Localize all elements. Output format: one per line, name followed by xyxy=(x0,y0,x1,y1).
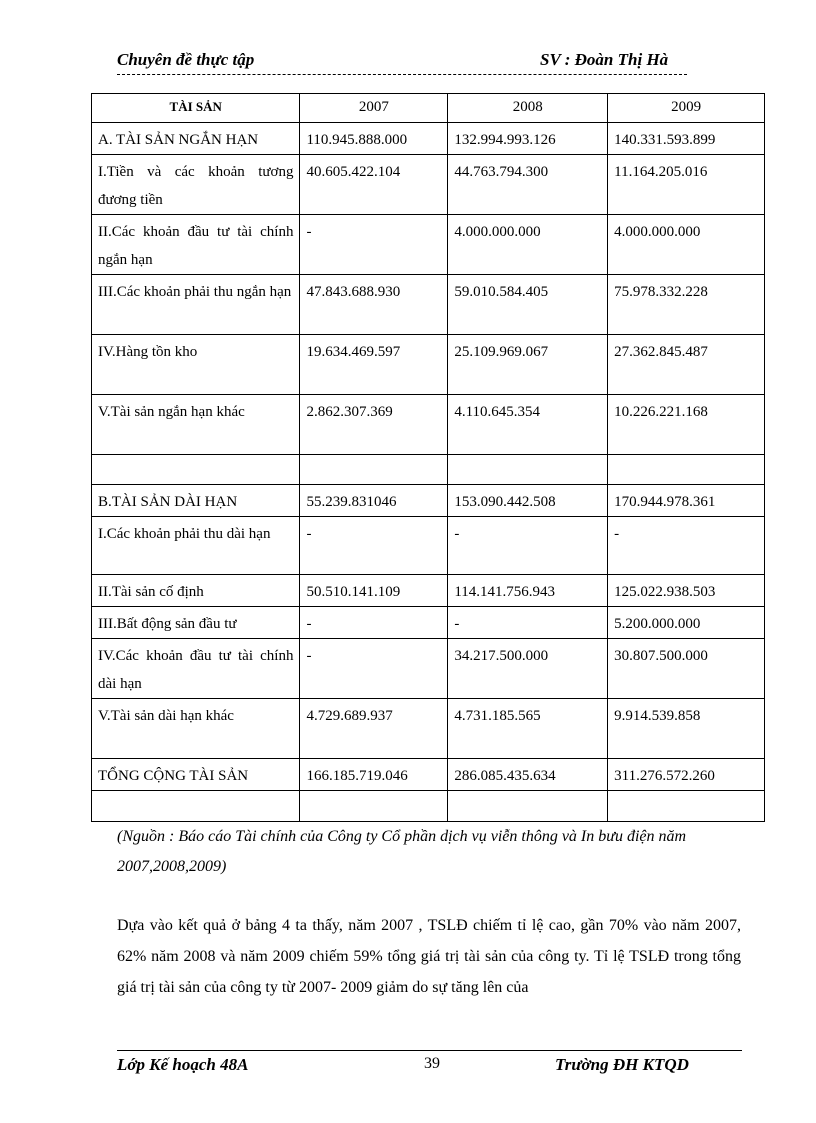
header-student-name: SV : Đoàn Thị Hà xyxy=(540,50,669,69)
value-2009-cell xyxy=(608,791,765,822)
column-header-2007: 2007 xyxy=(300,94,448,123)
value-2007-cell: 55.239.831046 xyxy=(300,485,448,517)
footer-class: Lớp Kế hoạch 48A xyxy=(117,1055,249,1074)
value-2009-cell: 4.000.000.000 xyxy=(608,215,765,275)
table-row xyxy=(92,335,765,395)
value-2007-cell: 166.185.719.046 xyxy=(300,759,448,791)
column-header-2009: 2009 xyxy=(608,94,765,123)
table-row xyxy=(92,395,765,455)
asset-label-cell: I.Tiền và các khoản tương đương tiền xyxy=(92,155,300,215)
value-2008-cell: 44.763.794.300 xyxy=(448,155,608,215)
page-number: 39 xyxy=(424,1055,440,1072)
header-divider xyxy=(117,74,687,75)
asset-label-cell: IV.Hàng tồn kho xyxy=(92,335,300,395)
source-note: (Nguồn : Báo cáo Tài chính của Công ty Cổ phần dịch vụ viễn thông và In bưu điện năm 2007,2008,2009) xyxy=(117,828,687,875)
asset-label-cell: III.Bất động sản đầu tư xyxy=(92,607,300,639)
table-row xyxy=(92,575,765,607)
table-row xyxy=(92,123,765,155)
value-2009-cell: 140.331.593.899 xyxy=(608,123,765,155)
table-row xyxy=(92,455,765,485)
value-2008-cell: 114.141.756.943 xyxy=(448,575,608,607)
value-2007-cell xyxy=(300,455,448,485)
footer-divider xyxy=(117,1050,742,1051)
value-2008-cell: 4.000.000.000 xyxy=(448,215,608,275)
value-2008-cell xyxy=(448,791,608,822)
value-2009-cell: 75.978.332.228 xyxy=(608,275,765,335)
value-2009-cell xyxy=(608,455,765,485)
value-2007-cell: 19.634.469.597 xyxy=(300,335,448,395)
table-row xyxy=(92,639,765,699)
table-row xyxy=(92,155,765,215)
value-2008-cell: 4.110.645.354 xyxy=(448,395,608,455)
value-2007-cell: 2.862.307.369 xyxy=(300,395,448,455)
value-2009-cell: 27.362.845.487 xyxy=(608,335,765,395)
value-2009-cell: 9.914.539.858 xyxy=(608,699,765,759)
asset-label-cell: V.Tài sản ngắn hạn khác xyxy=(92,395,300,455)
value-2007-cell: 50.510.141.109 xyxy=(300,575,448,607)
value-2007-cell: - xyxy=(300,639,448,699)
table-row xyxy=(92,485,765,517)
value-2009-cell: - xyxy=(608,517,765,575)
asset-label-cell: II.Tài sản cố định xyxy=(92,575,300,607)
value-2008-cell: 59.010.584.405 xyxy=(448,275,608,335)
value-2008-cell: 4.731.185.565 xyxy=(448,699,608,759)
asset-label-cell xyxy=(92,455,300,485)
table-row xyxy=(92,699,765,759)
asset-label-cell: TỔNG CỘNG TÀI SẢN xyxy=(92,759,300,791)
asset-label-cell: A. TÀI SẢN NGẮN HẠN xyxy=(92,123,300,155)
asset-label-cell: V.Tài sản dài hạn khác xyxy=(92,699,300,759)
value-2009-cell: 170.944.978.361 xyxy=(608,485,765,517)
table-row xyxy=(92,215,765,275)
header-course-title: Chuyên đề thực tập xyxy=(117,50,255,69)
footer-university: Trường ĐH KTQD xyxy=(555,1055,689,1074)
value-2009-cell: 5.200.000.000 xyxy=(608,607,765,639)
table-row xyxy=(92,517,765,575)
table-row xyxy=(92,607,765,639)
value-2009-cell: 10.226.221.168 xyxy=(608,395,765,455)
value-2008-cell xyxy=(448,455,608,485)
value-2009-cell: 125.022.938.503 xyxy=(608,575,765,607)
value-2008-cell: 34.217.500.000 xyxy=(448,639,608,699)
value-2008-cell: - xyxy=(448,607,608,639)
value-2007-cell: 4.729.689.937 xyxy=(300,699,448,759)
table-row xyxy=(92,275,765,335)
table-row xyxy=(92,791,765,822)
body-paragraph: Dựa vào kết quả ở bảng 4 ta thấy, năm 2007 , TSLĐ chiếm tỉ lệ cao, gần 70% vào năm 2007, 62% năm 2008 và năm 2009 chiếm 59% tổng giá trị tài sản của công ty. Tỉ lệ TSLĐ trong tổng giá trị tài sản của công ty từ 2007- 2009 giảm do sự tăng lên của xyxy=(117,917,741,996)
value-2009-cell: 30.807.500.000 xyxy=(608,639,765,699)
column-header-asset: TÀI SẢN xyxy=(92,94,300,123)
asset-label-cell: III.Các khoản phải thu ngắn hạn xyxy=(92,275,300,335)
value-2009-cell: 311.276.572.260 xyxy=(608,759,765,791)
assets-table xyxy=(91,93,765,822)
value-2007-cell: - xyxy=(300,607,448,639)
value-2008-cell: 132.994.993.126 xyxy=(448,123,608,155)
asset-label-cell xyxy=(92,791,300,822)
value-2009-cell: 11.164.205.016 xyxy=(608,155,765,215)
value-2008-cell: 25.109.969.067 xyxy=(448,335,608,395)
asset-label-cell: II.Các khoản đầu tư tài chính ngắn hạn xyxy=(92,215,300,275)
value-2007-cell: 47.843.688.930 xyxy=(300,275,448,335)
asset-label-cell: B.TÀI SẢN DÀI HẠN xyxy=(92,485,300,517)
value-2008-cell: - xyxy=(448,517,608,575)
value-2007-cell: - xyxy=(300,215,448,275)
table-header-row xyxy=(92,94,765,123)
value-2008-cell: 286.085.435.634 xyxy=(448,759,608,791)
asset-label-cell: IV.Các khoản đầu tư tài chính dài hạn xyxy=(92,639,300,699)
value-2008-cell: 153.090.442.508 xyxy=(448,485,608,517)
column-header-2008: 2008 xyxy=(448,94,608,123)
value-2007-cell xyxy=(300,791,448,822)
asset-label-cell: I.Các khoản phải thu dài hạn xyxy=(92,517,300,575)
value-2007-cell: 110.945.888.000 xyxy=(300,123,448,155)
table-row xyxy=(92,759,765,791)
table-body xyxy=(92,123,765,822)
value-2007-cell: - xyxy=(300,517,448,575)
value-2007-cell: 40.605.422.104 xyxy=(300,155,448,215)
